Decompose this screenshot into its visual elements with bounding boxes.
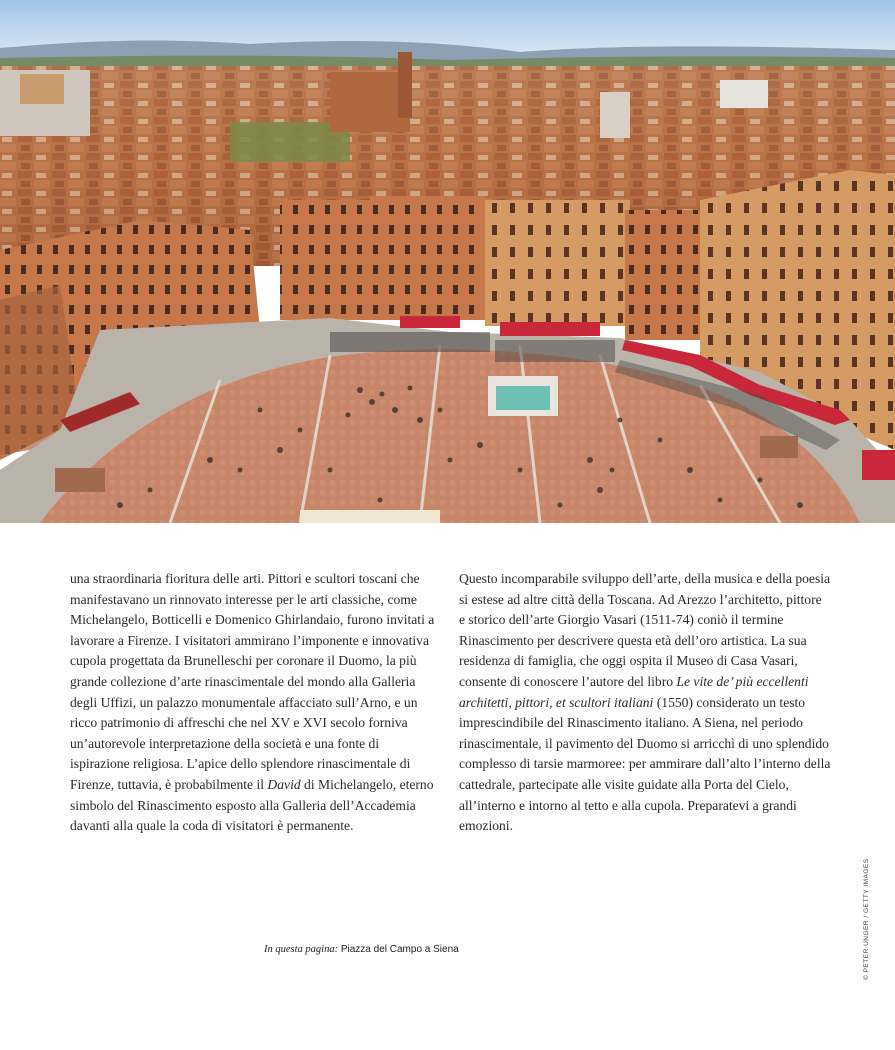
paragraph-right <box>459 569 831 837</box>
photo-piazza-del-campo <box>0 0 895 523</box>
text-column-left <box>70 569 440 837</box>
photo-credit: © PETER UNGER / GETTY IMAGES <box>863 858 870 980</box>
paragraph-left <box>70 569 440 837</box>
awning <box>400 316 460 328</box>
paragraph-text: una straordinaria fioritura delle arti. Pittori e scultori toscani che manifestavano un rinnovato interesse per le arti classiche, come Michelangelo, Botticelli e Domenico Ghirlandaio, furono invitati a lavorare a Firenze. I visitatori ammirano l’imponente e innovativa cupola progettata da Brunelleschi per coronare il Duomo, la più grande collezione d’arte rinascimentale del mondo alla Galleria degli Uffizi, un palazzo monumentale affacciato sull’Arno, e un ricco patrimonio di affreschi che nel XV e XVI secolo forniva un’autorevole interpretazione della società e una fonte di ispirazione religiosa. L’apice dello splendore rinascimentale di Firenze, tuttavia, è probabilmente il <box>70 571 435 792</box>
palazzo-facade-1 <box>280 200 375 320</box>
paragraph-text-end: di Michelangelo, eterno simbolo del Rinascimento esposto alla Galleria dell’Accademia davanti alla quale la coda di visitatori è permanente. <box>70 776 434 834</box>
bell-tower <box>398 52 412 118</box>
text-column-right <box>459 569 831 837</box>
photo-illustration <box>0 0 895 523</box>
italic-book-title: Le vite de’ più eccellenti architetti, pittori, et scultori italiani <box>459 673 809 710</box>
caption-text: Piazza del Campo a Siena <box>338 944 459 955</box>
italic-title-david: David <box>267 776 301 792</box>
photo-caption <box>264 944 459 955</box>
paragraph-text: Questo incomparabile sviluppo dell’arte, della musica e della poesia si estese ad altre città della Toscana. Ad Arezzo l’architetto, pittore e storico dell’arte Giorgio Vasari (1511-74) coniò il termine Rinascimento per descrivere questa età dell’oro artistica. La sua residenza di famiglia, che oggi ospita il Museo di Casa Vasari, consente di conoscere l’autore del libro <box>459 571 831 689</box>
paragraph-text-end: (1550) considerato un testo imprescindibile del Rinascimento italiano. A Siena, nel periodo rinascimentale, il pavimento del Duomo si arricchì di uno splendido complesso di tarsie marmoree: per ammirare dall’alto l’interno della cattedrale, partecipate alle visite guidate alla Porta del Cielo, all’interno e intorno al tetto e alla cupola. Preparatevi a grandi emozioni. <box>459 694 831 834</box>
caption-label: In questa pagina: <box>264 944 339 955</box>
